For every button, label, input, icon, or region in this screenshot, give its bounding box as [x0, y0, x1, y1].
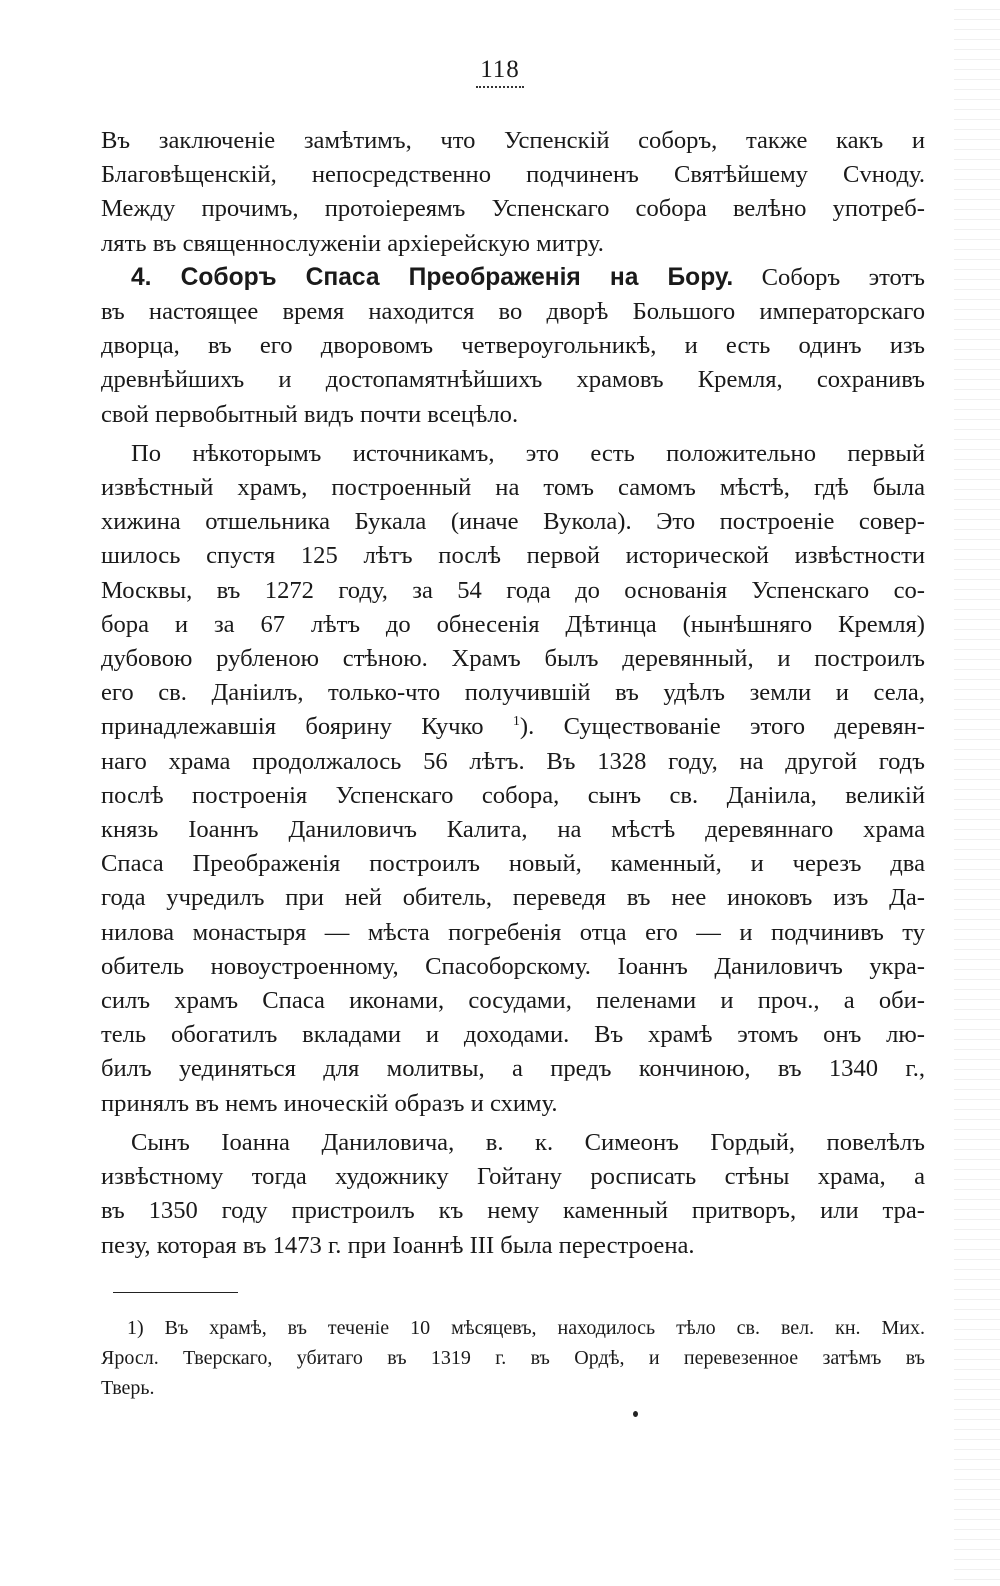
text-line: обитель новоустроенному, Спасоборскому. Іоаннъ Даниловичъ укра- [101, 952, 925, 980]
text-line: Благовѣщенскій, непосредственно подчиненъ Святѣйшему Сvноду. [101, 161, 925, 189]
text-line: шилось спустя 125 лѣтъ послѣ первой исторической извѣстности [101, 542, 925, 570]
text-line: извѣстному тогда художнику Гойтану росписать стѣны храма, а [101, 1163, 925, 1191]
footnote-divider [113, 1292, 238, 1293]
text-line: Въ заключеніе замѣтимъ, что Успенскій соборъ, также какъ и [101, 127, 925, 154]
text-run: принадлежавшія боярину Кучко [101, 713, 484, 741]
text-line: послѣ построенія Успенскаго собора, сынъ св. Даніила, великій [101, 781, 925, 809]
text-line: лять въ священнослуженіи архіерейскую митру. [101, 229, 604, 257]
text-run: ). Существованіе этого деревян- [519, 713, 925, 741]
text-run: Соборъ этотъ [761, 263, 925, 291]
footnotes [101, 1313, 925, 1403]
text-line: дворца, въ его дворовомъ четвероугольникѣ, и есть одинъ изъ [101, 332, 925, 360]
text-line: наго храма продолжалось 56 лѣтъ. Въ 1328 году, на другой годъ [101, 747, 925, 775]
text-line: тель обогатилъ вкладами и доходами. Въ храмѣ этомъ онъ лю- [101, 1021, 925, 1049]
main-text [101, 124, 925, 1263]
text-line: дубовою рубленою стѣною. Храмъ былъ деревянный, и построилъ [101, 645, 925, 673]
text-line: свой первобытный видъ почти всецѣло. [101, 400, 519, 428]
text-line: силъ храмъ Спаса иконами, сосудами, пеленами и проч., а оби- [101, 987, 925, 1015]
section-heading: 4. Соборъ Спаса Преображенія на Бору. [131, 263, 734, 291]
footnote-line: Яросл. Тверскаго, убитаго въ 1319 г. въ Ордѣ, и перевезенное затѣмъ въ [101, 1347, 925, 1369]
footnote-line: Тверь. [101, 1377, 155, 1399]
printer-mark [633, 1411, 638, 1417]
text-line: хижина отшельника Букала (иначе Вукола). Это построеніе совер- [101, 508, 925, 536]
text-line: года учредилъ при ней обитель, переведя въ нее иноковъ изъ Да- [101, 884, 925, 912]
text-line: По нѣкоторымъ источникамъ, это есть положительно первый [131, 439, 925, 467]
text-line: Сынъ Іоанна Даниловича, в. к. Симеонъ Гордый, повелѣлъ [131, 1128, 925, 1156]
text-line-with-footnote [101, 710, 925, 744]
text-line: бора и за 67 лѣтъ до обнесенія Дѣтинца (нынѣшняго Кремля) [101, 610, 925, 638]
text-line: извѣстный храмъ, построенный на томъ самомъ мѣстѣ, гдѣ была [101, 474, 925, 502]
text-line: билъ уединяться для молитвы, а предъ кончиною, въ 1340 г., [101, 1055, 925, 1083]
text-line: его св. Даніилъ, только-что получившій въ удѣлъ земли и села, [101, 679, 925, 707]
page-number: 118 [0, 56, 1000, 84]
scan-edge-noise [954, 0, 1000, 1586]
text-line: Москвы, въ 1272 году, за 54 года до основанія Успенскаго со- [101, 576, 925, 604]
text-line: древнѣйшихъ и достопамятнѣйшихъ храмовъ Кремля, сохранивъ [101, 366, 925, 394]
footnote-line: 1) Въ храмѣ, въ теченіе 10 мѣсяцевъ, находилось тѣло св. вел. кн. Мих. [127, 1317, 925, 1339]
text-line: князь Іоаннъ Даниловичъ Калита, на мѣстѣ деревяннаго храма [101, 816, 925, 844]
footnote-ref[interactable]: 1 [512, 714, 520, 730]
text-line: Между прочимъ, протоіереямъ Успенскаго собора велѣно употреб- [101, 195, 925, 223]
text-line: пезу, которая въ 1473 г. при Іоаннѣ III была перестроена. [101, 1231, 695, 1259]
text-line: въ настоящее время находится во дворѣ Большого императорскаго [101, 298, 925, 326]
text-line: Спаса Преображенія построилъ новый, каменный, и черезъ два [101, 850, 925, 878]
text-line: въ 1350 году пристроилъ къ нему каменный притворъ, или тра- [101, 1197, 925, 1225]
text-line: принялъ въ немъ иноческій образъ и схиму. [101, 1089, 558, 1117]
text-line: нилова монастыря — мѣста погребенія отца его — и подчинивъ ту [101, 918, 925, 946]
section-heading-line [101, 261, 925, 295]
